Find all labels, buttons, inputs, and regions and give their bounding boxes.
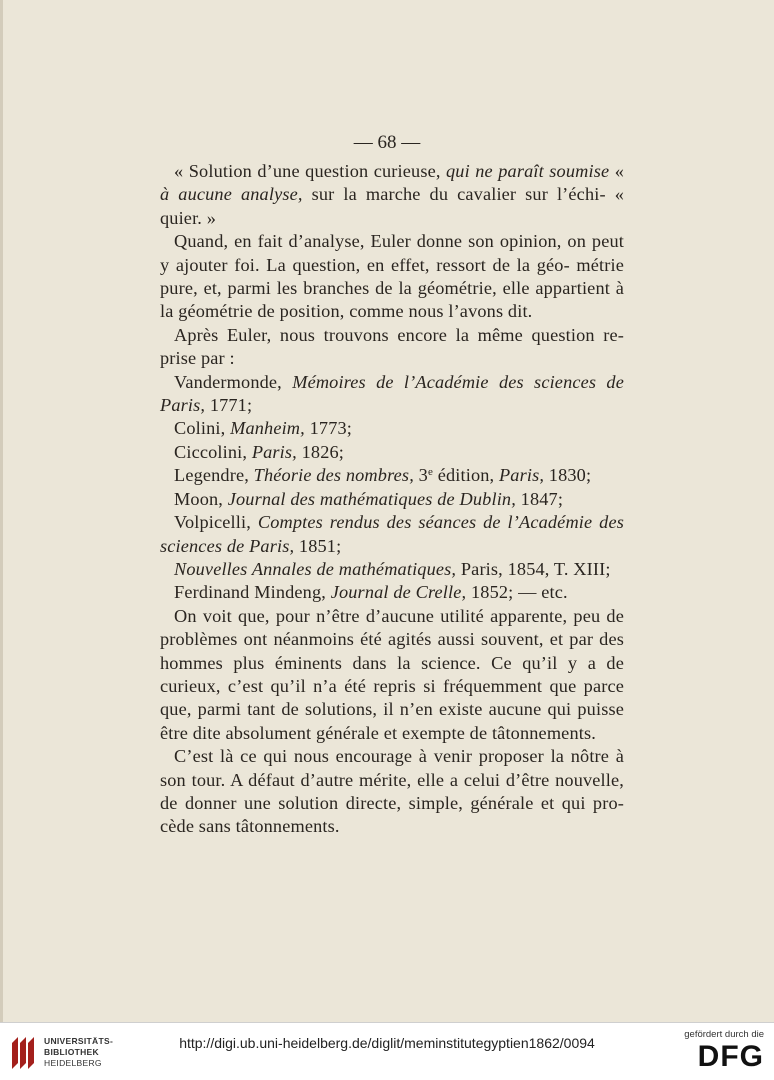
text-segment: Paris, 1854, T. XIII; <box>456 558 611 579</box>
paragraph <box>160 581 624 604</box>
text-segment: 1847; <box>515 488 564 509</box>
page-number: — 68 — <box>353 132 421 153</box>
dfg-logo: DFG <box>697 1040 764 1073</box>
italic-text: Journal des mathématiques de Dublin, <box>227 488 516 509</box>
paragraph <box>160 745 624 839</box>
text-segment: 3 <box>413 465 428 486</box>
paragraph <box>160 558 624 581</box>
text-segment: Ferdinand Mindeng, <box>174 582 331 603</box>
sponsor-caption: gefördert durch die <box>684 1029 764 1040</box>
italic-text: Mémoires de l’Académie des sciences de Paris, <box>160 371 624 416</box>
page-permalink[interactable]: http://digi.ub.uni-heidelberg.de/diglit/meminstitutegyptien1862/0094 <box>179 1035 595 1051</box>
text-segment: Legendre, <box>174 465 254 486</box>
sponsor-block[interactable] <box>672 1029 764 1075</box>
text-segment: Vandermonde, <box>174 371 293 392</box>
text-segment: Colini, <box>174 418 231 439</box>
paragraph <box>160 441 624 464</box>
paragraph <box>160 605 624 745</box>
text-segment: Volpicelli, <box>174 512 258 533</box>
paragraph <box>160 371 624 418</box>
text-segment: sur la marche du cavalier sur l’échi- « quier. » <box>160 184 624 228</box>
italic-text: qui ne paraît soumise <box>446 161 610 181</box>
paragraph <box>160 324 624 371</box>
text-segment: « <box>609 161 624 181</box>
superscript: e <box>427 466 433 479</box>
text-segment: Ciccolini, <box>174 441 252 462</box>
text-segment: 1830; <box>544 465 592 486</box>
text-segment: édition, <box>432 465 499 486</box>
italic-text: Paris, <box>251 441 297 462</box>
paragraph <box>160 488 624 511</box>
library-name-line-2: BIBLIOTHEK <box>44 1047 99 1057</box>
library-name-line-1: UNIVERSITÄTS- <box>44 1036 114 1046</box>
italic-text: Paris, <box>498 465 545 486</box>
italic-text: Journal de Crelle, <box>330 582 467 603</box>
italic-text: Nouvelles Annales de mathématiques, <box>174 558 457 579</box>
text-segment: 1851; <box>294 535 342 556</box>
text-segment: Après Euler, nous trouvons encore la même question re- prise par : <box>160 324 624 369</box>
paragraph <box>160 464 624 487</box>
paragraph <box>160 417 624 440</box>
paragraph <box>160 511 624 558</box>
text-segment: On voit que, pour n’être d’aucune utilité apparente, peu de problèmes ont néanmoins été agités aussi souvent, et par des hommes plus éminents dans la science. Ce qu’il y a de curieux, c’est qu’il n’a été repris si fréquemment que parce que, parmi tant de solutions, il n’en existe aucune qui puisse être dite absolument générale et exempte de tâtonnements. <box>160 605 624 743</box>
text-segment: Moon, <box>174 488 228 509</box>
italic-text: à aucune analyse, <box>160 184 303 205</box>
text-segment: 1852; — etc. <box>466 582 568 603</box>
italic-text: Comptes rendus des séances de l’Académie des sciences de Paris, <box>160 512 624 556</box>
page-body-text <box>160 160 624 839</box>
text-segment: 1826; <box>296 441 345 462</box>
text-segment: 1771; <box>205 395 253 416</box>
text-segment: Quand, en fait d’analyse, Euler donne son opinion, on peut y ajouter foi. La question, en effet, ressort de la géo- métrie pure, et, parmi les branches de la géométrie, elle appartient à la géométrie de position, comme nous l’avons dit. <box>160 231 624 322</box>
text-segment: 1773; <box>304 418 353 439</box>
text-segment: « Solution d’une question curieuse, <box>174 161 447 181</box>
text-segment: C’est là ce qui nous encourage à venir proposer la nôtre à son tour. A défaut d’autre mérite, elle a celui d’être nouvelle, de donner une solution directe, simple, générale et qui pro- cède sans tâtonnements. <box>160 746 624 837</box>
viewer-footer <box>0 1022 774 1080</box>
paragraph <box>160 230 624 324</box>
italic-text: Théorie des nombres, <box>253 465 414 486</box>
paragraph <box>160 160 624 230</box>
italic-text: Manheim, <box>230 418 305 439</box>
library-city: HEIDELBERG <box>44 1058 102 1068</box>
